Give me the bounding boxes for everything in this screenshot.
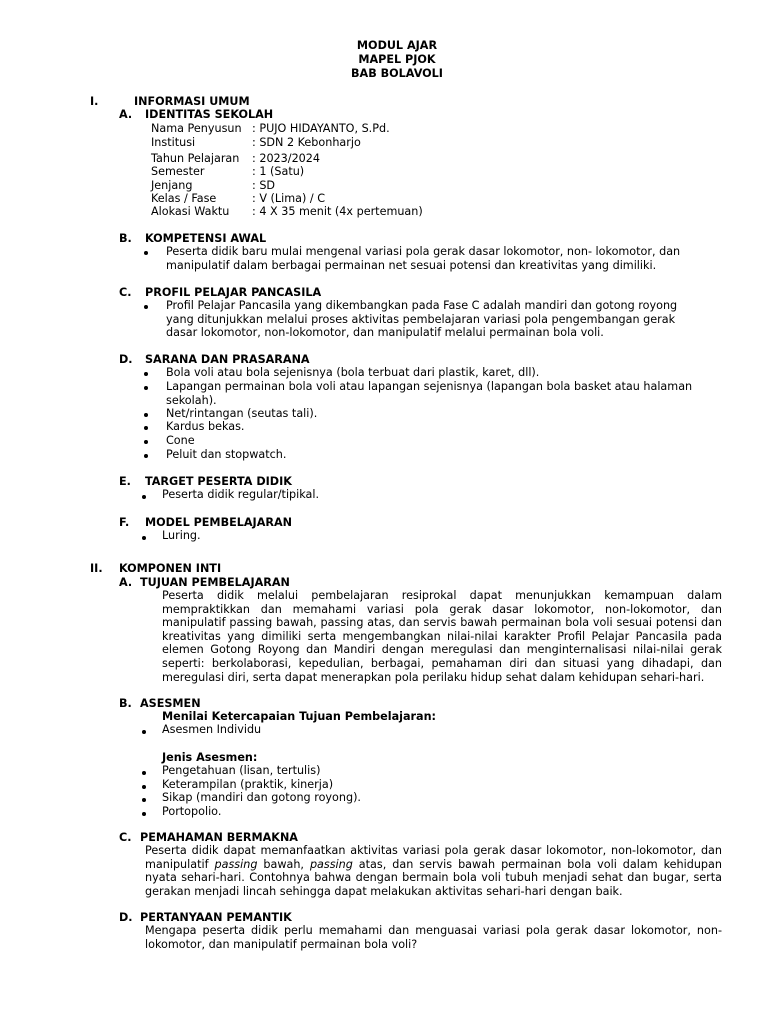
identitas-label: Nama Penyusun	[151, 122, 242, 135]
bullet-icon	[142, 730, 146, 734]
identitas-value: : 4 X 35 menit (4x pertemuan)	[252, 205, 423, 218]
profil-text: Profil Pelajar Pancasila yang dikembangkan pada Fase C adalah mandiri dan gotong royong yang ditunjukkan melalui proses aktivitas pembelajaran variasi pola pengembangan gerak dasar lokomotor, non-lokomotor, dan manipulatif melalui permainan bola voli.	[166, 299, 678, 340]
section-1-title: INFORMASI UMUM	[134, 95, 250, 108]
list-item: Lapangan permainan bola voli atau lapangan sejenisnya (lapangan bola basket atau halaman sekolah).	[166, 380, 693, 407]
list-item: Net/rintangan (seutas tali).	[166, 407, 318, 420]
doc-chapter: BAB BOLAVOLI	[351, 67, 443, 80]
list-item: Pengetahuan (lisan, tertulis)	[162, 764, 321, 777]
profil-letter: C.	[119, 286, 132, 299]
identitas-title: IDENTITAS SEKOLAH	[145, 108, 274, 121]
bullet-icon	[144, 386, 148, 390]
bullet-icon	[144, 251, 148, 255]
identitas-value: : SD	[252, 179, 276, 192]
list-item: Portopolio.	[162, 805, 222, 818]
list-item: Sikap (mandiri dan gotong royong).	[162, 791, 361, 804]
sarana-title: SARANA DAN PRASARANA	[145, 353, 310, 366]
kompetensi-text: Peserta didik baru mulai mengenal variasi pola gerak dasar lokomotor, non- lokomotor, dan manipulatif dalam berbagai permainan net sesuai potensi dan kreativitas yang dimiliki.	[166, 245, 681, 272]
doc-title: MODUL AJAR	[356, 39, 438, 52]
section-2-title: KOMPONEN INTI	[119, 562, 222, 575]
asesmen-letter: B.	[119, 697, 132, 710]
list-item: Kardus bekas.	[166, 420, 245, 433]
identitas-value: : PUJO HIDAYANTO, S.Pd.	[252, 122, 390, 135]
pemahaman-letter: C.	[119, 831, 132, 844]
list-item: Asesmen Individu	[162, 723, 262, 736]
list-item: Bola voli atau bola sejenisnya (bola terbuat dari plastik, karet, dll).	[166, 366, 540, 379]
bullet-icon	[144, 454, 148, 458]
bullet-icon	[144, 372, 148, 376]
identitas-label: Jenjang	[151, 179, 193, 192]
bullet-icon	[142, 798, 146, 802]
bullet-icon	[142, 771, 146, 775]
model-text: Luring.	[162, 529, 201, 542]
identitas-value: : V (Lima) / C	[252, 192, 326, 205]
pemahaman-text-part: atas, dan servis bawah permainan bola voli dalam kehidupan nyata sehari-hari. Contohnya bahwa dengan bermain bola voli tubuh menjadi sehat dan bugar, serta gerakan menjadi lincah sehingga dapat melakukan aktivitas sehari-hari dengan baik.	[145, 857, 722, 898]
bullet-icon	[142, 536, 146, 540]
doc-subject: MAPEL PJOK	[358, 53, 436, 66]
identitas-label: Semester	[151, 165, 205, 178]
identitas-label: Tahun Pelajaran	[151, 152, 240, 165]
pemahaman-text-part: Peserta didik dapat memanfaatkan aktivitas variasi pola gerak dasar lokomotor, non-lokomotor, dan manipulatif	[145, 844, 722, 871]
pertanyaan-text: Mengapa peserta didik perlu memahami dan menguasai variasi pola gerak dasar lokomotor, non-lokomotor, dan manipulatif permainan bola voli?	[145, 924, 722, 951]
kompetensi-letter: B.	[119, 232, 132, 245]
asesmen-title: ASESMEN	[140, 697, 201, 710]
pertanyaan-letter: D.	[119, 911, 133, 924]
pemahaman-title: PEMAHAMAN BERMAKNA	[140, 831, 298, 844]
bullet-icon	[144, 305, 148, 309]
list-item: Cone	[166, 434, 195, 447]
tujuan-title: TUJUAN PEMBELAJARAN	[140, 576, 290, 589]
pemahaman-italic: passing	[214, 857, 258, 871]
asesmen-subheading-2: Jenis Asesmen:	[162, 751, 258, 764]
list-item: Keterampilan (praktik, kinerja)	[162, 778, 334, 791]
target-title: TARGET PESERTA DIDIK	[145, 475, 292, 488]
asesmen-subheading-1: Menilai Ketercapaian Tujuan Pembelajaran:	[162, 710, 437, 723]
model-letter: F.	[119, 516, 130, 529]
sarana-letter: D.	[119, 353, 133, 366]
bullet-icon	[142, 495, 146, 499]
bullet-icon	[142, 785, 146, 789]
pemahaman-italic: passing	[309, 857, 353, 871]
identitas-label: Institusi	[151, 136, 196, 149]
identitas-value: : 2023/2024	[252, 152, 321, 165]
bullet-icon	[144, 440, 148, 444]
identitas-value: : SDN 2 Kebonharjo	[252, 136, 361, 149]
target-text: Peserta didik regular/tipikal.	[162, 488, 320, 501]
bullet-icon	[144, 426, 148, 430]
pemahaman-text	[145, 844, 722, 898]
identitas-label: Kelas / Fase	[151, 192, 217, 205]
bullet-icon	[144, 413, 148, 417]
model-title: MODEL PEMBELAJARAN	[145, 516, 292, 529]
target-letter: E.	[119, 475, 131, 488]
tujuan-letter: A.	[119, 576, 133, 589]
identitas-letter: A.	[119, 108, 133, 121]
section-2-number: II.	[90, 562, 103, 575]
identitas-label: Alokasi Waktu	[151, 205, 230, 218]
section-1-number: I.	[90, 95, 99, 108]
tujuan-text: Peserta didik melalui pembelajaran resiprokal dapat menunjukkan kemampuan dalam mempraktikkan dan memahami variasi pola gerak dasar lokomotor, non-lokomotor, dan manipulatif passing bawah, passing atas, dan servis bawah permainan bola voli sesuai potensi dan kreativitas yang dimiliki serta mengembangkan nilai-nilai karakter Profil Pelajar Pancasila pada elemen Gotong Royong dan Mandiri dengan meregulasi dan menginternalisasi nilai-nilai gerak seperti: berkolaborasi, kepedulian, berbagai, pemahaman diri dan situasi yang dihadapi, dan meregulasi diri, serta dapat menerapkan pola perilaku hidup sehat dalam kehidupan sehari-hari.	[162, 589, 722, 684]
identitas-value: : 1 (Satu)	[252, 165, 305, 178]
profil-title: PROFIL PELAJAR PANCASILA	[145, 286, 322, 299]
pemahaman-text-part: bawah,	[257, 857, 310, 871]
pertanyaan-title: PERTANYAAN PEMANTIK	[140, 911, 292, 924]
kompetensi-title: KOMPETENSI AWAL	[145, 232, 267, 245]
bullet-icon	[142, 812, 146, 816]
list-item: Peluit dan stopwatch.	[166, 448, 287, 461]
